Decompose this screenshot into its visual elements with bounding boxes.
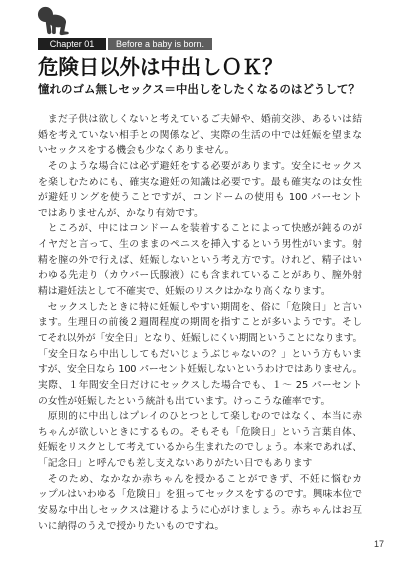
body-line: イヤだと言って、生のままのペニスを挿入するという男性がいます。射 [38, 239, 362, 251]
body-line: すが、安全日なら 100 パーセント妊娠しないというわけではありません。 [38, 364, 362, 376]
body-line: ます。生理日の前後２週間程度の期間を指すことが多いようです。そし [38, 317, 362, 329]
body-line: の女性が妊娠したという統計も出ています。けっこうな確率です。 [38, 395, 331, 407]
body-line: わゆる先走り（カウパー氏腺液）にも含まれていることがあり、膣外射 [38, 270, 362, 282]
body-line: ップルはいわゆる「危険日」を狙ってセックスをするのです。興味本位で [38, 489, 362, 501]
body-line: 「記念日」と呼んでも差し支えないありがたい日でもあります [38, 458, 313, 470]
page-title: 危険日以外は中出しＯＫ？ [38, 55, 283, 79]
body-line: いに納得のうえで授かりたいものですね。 [38, 520, 225, 532]
paragraph [38, 409, 362, 472]
crawling-baby-icon [36, 5, 70, 37]
body-line: いセックスをする機会も少なくありません。 [38, 145, 235, 157]
body-text [38, 112, 362, 537]
body-line: 安易な中出しセックスは避けるように心がけましょう。赤ちゃんはお互 [38, 505, 362, 517]
body-line: 妊娠をリスクとして考えているから生まれたのでしょう。本来であれば、 [38, 442, 362, 454]
paragraph [38, 300, 362, 409]
body-line: 精を膣の外で行えば、妊娠しないという考え方です。けれど、精子はい [38, 254, 362, 266]
body-line: 「安全日なら中出ししてもだいじょうぶじゃないの？」という方もいま [38, 348, 362, 360]
chapter-title: Before a baby is born. [108, 38, 212, 50]
body-line: 婚を考えていない相手との関係など、実際の生活の中では妊娠を望まな [38, 129, 362, 141]
body-line: そのような場合には必ず避妊をする必要があります。安全にセックス [47, 160, 362, 172]
body-line: が避妊リングを使うことですが、コンドームの使用も 100 パーセント [38, 192, 362, 204]
page-subtitle: 憧れのゴム無しセックス＝中出しをしたくなるのはどうして？ [38, 82, 360, 96]
body-line: を楽しむためにも、確実な避妊の知識は必要です。最も確実なのは女性 [38, 176, 362, 188]
body-line: 原則的に中出しはプレイのひとつとして楽しむのではなく、本当に赤 [47, 411, 362, 423]
paragraph [38, 112, 362, 159]
body-line: まだ子供は欲しくないと考えているご夫婦や、婚前交渉、あるいは結 [47, 114, 362, 125]
paragraph [38, 221, 362, 299]
body-line: 実際、１年間安全日だけにセックスした場合でも、１～ 25 パーセント [38, 379, 362, 391]
body-line: てそれ以外が「安全日」となり、妊娠しにくい期間ということになります。 [38, 332, 362, 344]
paragraph [38, 159, 362, 222]
body-line: ところが、中にはコンドームを装着することによって快感が鈍るのが [47, 223, 362, 235]
body-line: 精は避妊法として不確実で、妊娠のリスクはかなり高くなります。 [38, 286, 331, 298]
page-number: 17 [374, 539, 385, 549]
chapter-header-bar [38, 38, 212, 50]
paragraph [38, 472, 362, 535]
body-line: ではありませんが、かなり有効です。 [38, 207, 204, 219]
body-line: ちゃんが欲しいときにするもの。そもそも「危険日」という言葉自体、 [38, 426, 362, 438]
body-line: セックスしたときに特に妊娠しやすい期間を、俗に「危険日」と言い [47, 301, 362, 313]
chapter-label: Chapter 01 [38, 38, 106, 50]
body-line: そのため、なかなか赤ちゃんを授かることができず、不妊に悩むカ [47, 473, 362, 485]
